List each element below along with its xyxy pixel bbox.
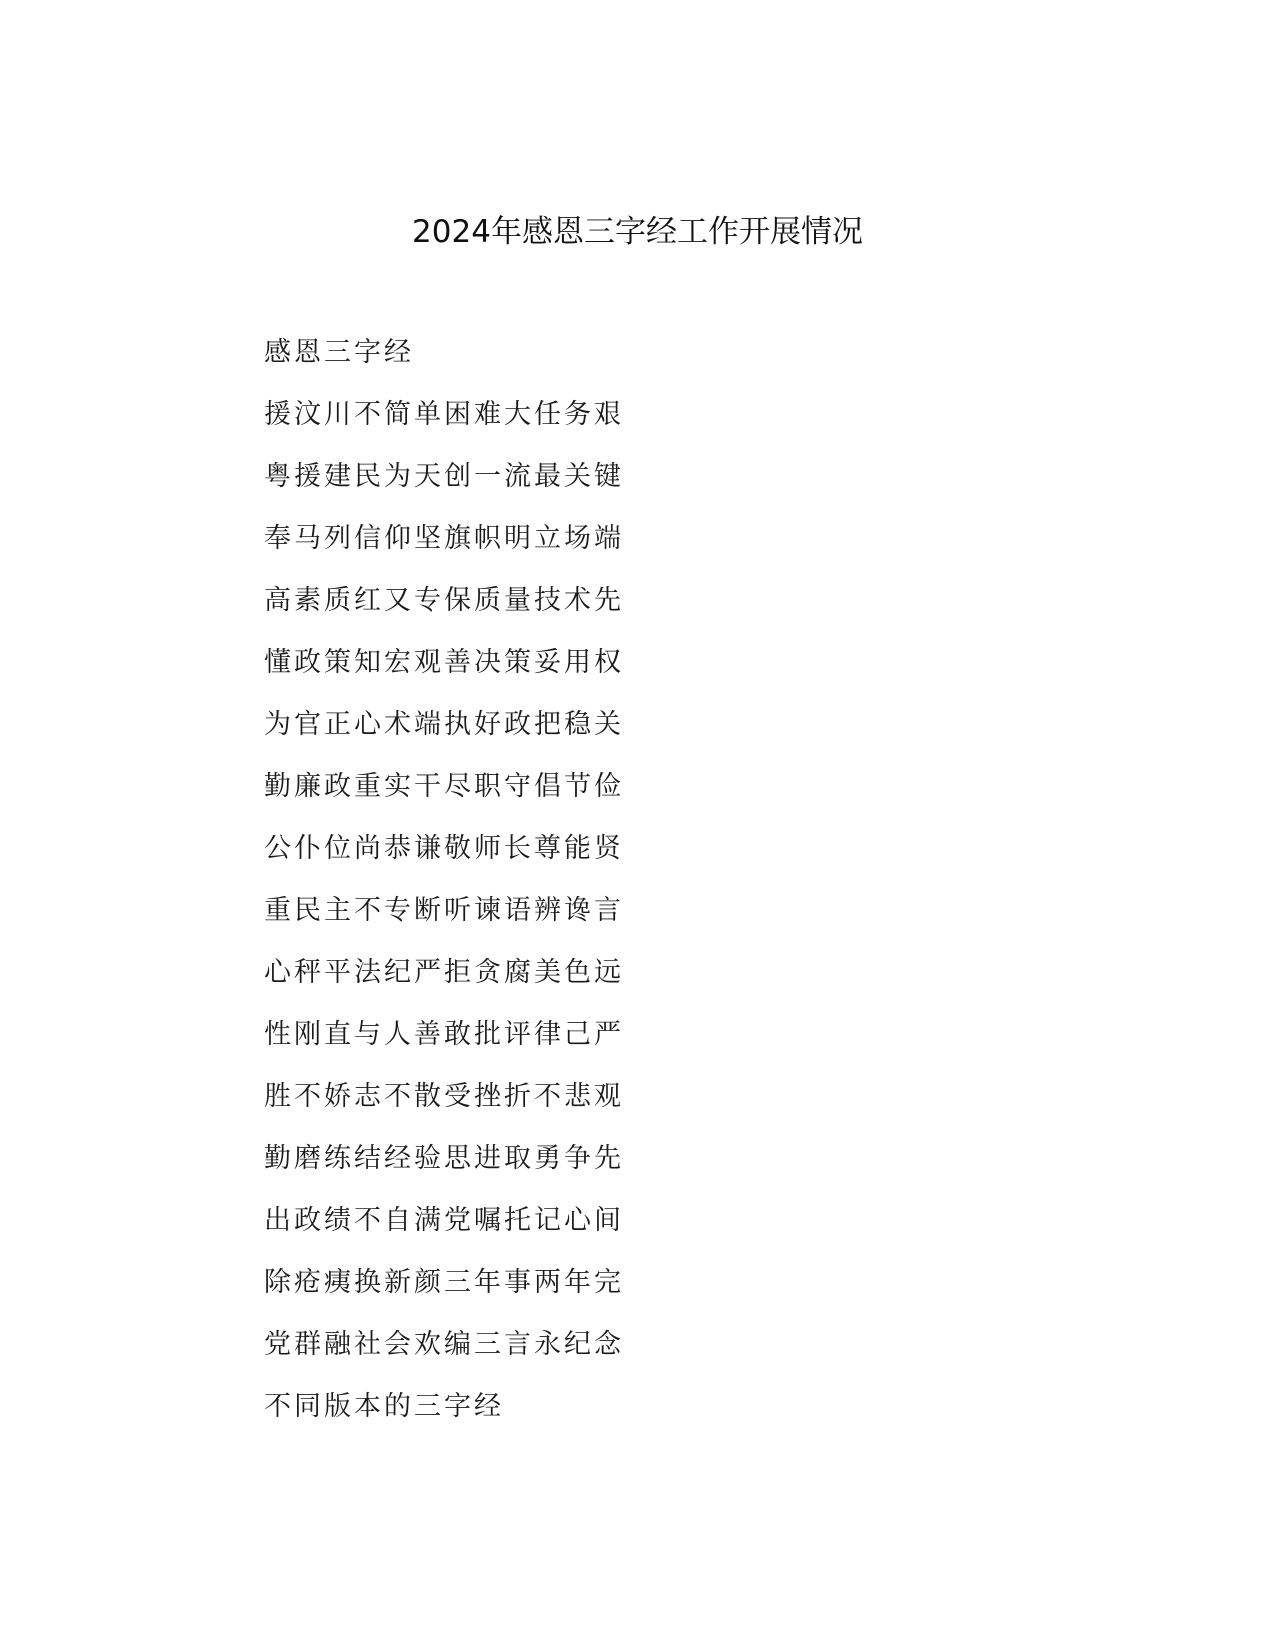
- text-line: 重民主不专断听谏语辨谗言: [264, 895, 624, 926]
- text-line: 除疮痍换新颜三年事两年完: [264, 1267, 624, 1298]
- text-line: 为官正心术端执好政把稳关: [264, 709, 624, 740]
- text-line: 胜不娇志不散受挫折不悲观: [264, 1081, 624, 1112]
- text-line: 党群融社会欢编三言永纪念: [264, 1329, 624, 1360]
- text-line: 性刚直与人善敢批评律己严: [264, 1019, 624, 1050]
- text-line: 援汶川不简单困难大任务艰: [264, 399, 624, 430]
- document-body: [264, 332, 964, 1448]
- text-line: 感恩三字经: [264, 337, 414, 368]
- text-line: 心秤平法纪严拒贪腐美色远: [264, 957, 624, 988]
- text-line: 公仆位尚恭谦敬师长尊能贤: [264, 833, 624, 864]
- text-line: 粤援建民为天创一流最关键: [264, 461, 624, 492]
- document-title: 2024年感恩三字经工作开展情况: [412, 214, 863, 250]
- text-line: 懂政策知宏观善决策妥用权: [264, 647, 624, 678]
- text-line: 出政绩不自满党嘱托记心间: [264, 1205, 624, 1236]
- text-line: 奉马列信仰坚旗帜明立场端: [264, 523, 624, 554]
- text-line: 高素质红又专保质量技术先: [264, 585, 624, 616]
- text-line: 勤廉政重实干尽职守倡节俭: [264, 771, 624, 802]
- text-line: 不同版本的三字经: [264, 1391, 504, 1422]
- text-line: 勤磨练结经验思进取勇争先: [264, 1143, 624, 1174]
